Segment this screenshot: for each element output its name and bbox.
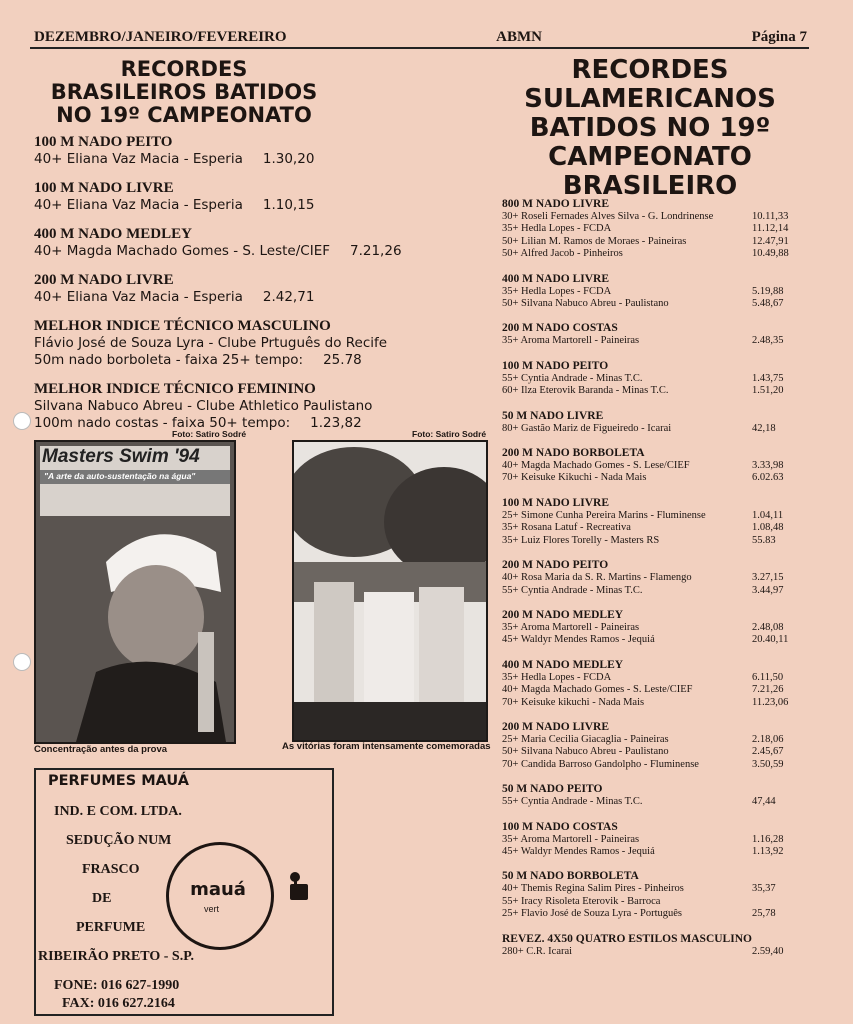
record-swimmer: 70+ Candida Barroso Gandolpho - Fluminense <box>502 758 699 770</box>
record-row <box>502 423 802 435</box>
record-swimmer: Silvana Nabuco Abreu - Clube Athletico Paulistano <box>34 398 373 414</box>
record-row <box>502 684 802 696</box>
record-time <box>752 896 802 908</box>
record-group <box>502 273 802 311</box>
record-row <box>502 535 802 547</box>
record-swimmer: 100m nado costas - faixa 50+ tempo: <box>34 415 291 431</box>
header-rule <box>30 47 809 49</box>
record-row <box>502 286 802 298</box>
record-line <box>34 398 474 415</box>
record-time: 7.21,26 <box>752 684 784 696</box>
record-row <box>502 759 802 771</box>
record-row <box>502 248 802 260</box>
record-row <box>502 946 802 958</box>
record-row <box>502 223 802 235</box>
record-swimmer: 30+ Roseli Fernades Alves Silva - G. Londrinense <box>502 211 714 222</box>
record-swimmer: 40+ Themis Regina Salim Pires - Pinheiros <box>502 883 684 895</box>
record-entry <box>34 134 474 168</box>
record-row <box>502 522 802 534</box>
record-line <box>34 352 474 369</box>
record-swimmer: 50+ Silvana Nabuco Abreu - Paulistano <box>502 298 669 310</box>
record-group <box>502 821 802 859</box>
ad-line: PERFUME <box>76 920 146 935</box>
record-group <box>502 360 802 398</box>
record-time: 2.59,40 <box>752 945 784 957</box>
record-entry <box>34 180 474 214</box>
magazine-slogan: "A arte da auto-sustentação na água" <box>44 471 196 481</box>
record-row <box>502 796 802 808</box>
record-event: 200 M NADO PEITO <box>502 559 609 572</box>
record-row <box>502 385 802 397</box>
celebration-photo <box>292 440 488 742</box>
record-entry <box>34 272 474 306</box>
magazine-title: Masters Swim '94 <box>42 446 200 467</box>
record-event: 200 M NADO LIVRE <box>34 272 174 288</box>
record-event: MELHOR INDICE TÉCNICO FEMININO <box>34 381 316 397</box>
record-event: 100 M NADO LIVRE <box>502 496 610 509</box>
record-swimmer: 60+ Ilza Eterovik Baranda - Minas T.C. <box>502 385 669 397</box>
record-entry <box>34 318 474 369</box>
maua-logo-subtext: vert <box>204 904 220 914</box>
title-line: RECORDES <box>571 55 729 85</box>
record-group <box>502 198 802 261</box>
record-swimmer: 55+ Cyntia Andrade - Minas T.C. <box>502 372 643 384</box>
record-line <box>34 197 474 214</box>
record-event: 200 M NADO BORBOLETA <box>502 447 645 460</box>
title-line: BATIDOS NO 19º <box>529 113 771 143</box>
record-time: 11.12,14 <box>752 223 789 235</box>
ad-line: DE <box>92 891 112 906</box>
record-event: 800 M NADO LIVRE <box>502 198 610 210</box>
record-swimmer: 40+ Eliana Vaz Macia - Esperia <box>34 289 243 305</box>
record-time: 2.48,35 <box>752 335 784 347</box>
record-swimmer: 40+ Magda Machado Gomes - S. Leste/CIEF <box>502 684 693 696</box>
title-line: BRASILEIRO <box>562 171 738 201</box>
record-time: 5.19,88 <box>752 285 784 297</box>
record-row <box>502 211 802 223</box>
record-swimmer: 280+ C.R. Icarai <box>502 945 573 957</box>
record-time: 1.43,75 <box>752 372 784 384</box>
record-group <box>502 659 802 709</box>
record-time: 10.11,33 <box>752 211 789 222</box>
record-swimmer: 70+ Keisuke Kikuchi - Nada Mais <box>502 472 647 484</box>
record-line <box>34 289 474 306</box>
record-swimmer: 50m nado borboleta - faixa 25+ tempo: <box>34 352 304 368</box>
record-swimmer: 55+ Iracy Risoleta Eterovik - Barroca <box>502 895 661 907</box>
header-page-number: Página 7 <box>751 28 807 45</box>
record-time: 2.42,71 <box>262 289 315 305</box>
record-event: 400 M NADO MEDLEY <box>502 658 624 671</box>
record-line <box>34 243 474 260</box>
celebration-image <box>294 442 486 740</box>
photo-caption: As vitórias foram intensamente comemoradas <box>282 741 491 752</box>
record-line <box>34 151 474 168</box>
record-time: 3.33,98 <box>752 460 784 472</box>
record-time: 47,44 <box>752 796 776 808</box>
record-swimmer: 35+ Hedla Lopes - FCDA <box>502 223 612 235</box>
record-swimmer: 50+ Silvana Nabuco Abreu - Paulistano <box>502 746 669 758</box>
record-swimmer: 25+ Flavio José de Souza Lyra - Português <box>502 908 683 920</box>
maua-logo-text: mauá <box>173 878 263 902</box>
record-swimmer: 40+ Magda Machado Gomes - S. Lese/CIEF <box>502 460 690 472</box>
record-time: 1.04,11 <box>752 509 784 521</box>
record-row <box>502 585 802 597</box>
record-row <box>502 834 802 846</box>
record-group <box>502 410 802 435</box>
record-event: 200 M NADO LIVRE <box>502 720 610 733</box>
record-swimmer: 40+ Rosa Maria da S. R. Martins - Flamengo <box>502 572 692 584</box>
record-row <box>502 734 802 746</box>
record-time: 2.18,06 <box>752 733 784 745</box>
record-swimmer: 25+ Maria Cecilia Giacaglia - Paineiras <box>502 733 669 745</box>
record-group <box>502 721 802 771</box>
record-swimmer: 35+ Rosana Latuf - Recreativa <box>502 522 631 534</box>
record-row <box>502 335 802 347</box>
record-event: 100 M NADO LIVRE <box>34 180 174 196</box>
record-time: 20.40,11 <box>752 634 789 646</box>
ad-company-name: PERFUMES MAUÁ <box>48 773 189 789</box>
record-time: 12.47,91 <box>752 235 789 247</box>
record-line <box>34 335 474 352</box>
record-group <box>502 609 802 647</box>
record-event: REVEZ. 4X50 QUATRO ESTILOS MASCULINO <box>502 932 752 945</box>
record-time: 1.30,20 <box>262 151 315 167</box>
south-american-records-title <box>500 56 800 201</box>
record-group <box>502 783 802 808</box>
record-row <box>502 572 802 584</box>
punch-hole <box>13 412 31 430</box>
record-row <box>502 908 802 920</box>
record-group <box>502 933 802 958</box>
record-group <box>502 497 802 547</box>
magazine-cover-photo <box>34 440 236 744</box>
record-event: 100 M NADO PEITO <box>502 359 609 372</box>
record-time: 1.16,28 <box>752 833 784 845</box>
record-swimmer: 35+ Aroma Martorell - Paineiras <box>502 335 640 347</box>
record-swimmer: 70+ Keisuke kikuchi - Nada Mais <box>502 696 645 708</box>
title-line: SULAMERICANOS <box>524 84 776 114</box>
record-time: 7.21,26 <box>350 243 402 259</box>
record-group <box>502 322 802 347</box>
ad-line: RIBEIRÃO PRETO - S.P. <box>38 949 194 964</box>
record-swimmer: 80+ Gastão Mariz de Figueiredo - Icarai <box>502 422 672 434</box>
record-event: MELHOR INDICE TÉCNICO MASCULINO <box>34 318 331 334</box>
record-time: 11.23,06 <box>752 696 789 708</box>
record-time: 5.48,67 <box>752 298 784 310</box>
record-event: 50 M NADO BORBOLETA <box>502 870 639 883</box>
record-swimmer: 50+ Lilian M. Ramos de Moraes - Paineiras <box>502 235 687 247</box>
record-time: 2.48,08 <box>752 621 784 633</box>
record-swimmer: 35+ Aroma Martorell - Paineiras <box>502 621 640 633</box>
record-event: 400 M NADO MEDLEY <box>34 226 192 242</box>
record-row <box>502 697 802 709</box>
record-row <box>502 472 802 484</box>
record-row <box>502 373 802 385</box>
record-swimmer: 35+ Luiz Flores Torelly - Masters RS <box>502 534 660 546</box>
record-event: 400 M NADO LIVRE <box>502 272 610 285</box>
record-swimmer: 55+ Cyntia Andrade - Minas T.C. <box>502 584 643 596</box>
ad-line: SEDUÇÃO NUM <box>66 833 172 848</box>
record-swimmer: Flávio José de Souza Lyra - Clube Prtuguês do Recife <box>34 335 388 351</box>
ad-line: FONE: 016 627-1990 <box>54 978 180 993</box>
title-line: RECORDES <box>120 57 248 81</box>
record-event: 200 M NADO MEDLEY <box>502 608 624 621</box>
record-entry <box>34 381 474 432</box>
ad-line: FAX: 016 627.2164 <box>62 996 175 1011</box>
record-time: 1.13,92 <box>752 845 784 857</box>
record-swimmer: 45+ Waldyr Mendes Ramos - Jequiá <box>502 845 655 857</box>
title-line: BRASILEIROS BATIDOS <box>50 80 318 104</box>
record-event: 100 M NADO PEITO <box>34 134 173 150</box>
record-group <box>502 559 802 597</box>
record-time: 25.78 <box>323 352 362 368</box>
title-line: CAMPEONATO <box>548 142 752 172</box>
record-event: 50 M NADO PEITO <box>502 783 603 796</box>
record-time: 3.50,59 <box>752 758 784 770</box>
punch-hole <box>13 653 31 671</box>
record-time: 1.08,48 <box>752 522 784 534</box>
record-event: 50 M NADO LIVRE <box>502 409 604 422</box>
record-swimmer: 35+ Hedla Lopes - FCDA <box>502 285 612 297</box>
brazilian-records-title <box>34 58 334 127</box>
page-header <box>34 26 807 48</box>
record-group <box>502 870 802 920</box>
record-group <box>502 447 802 485</box>
ad-line: IND. E COM. LTDA. <box>54 804 182 819</box>
record-row <box>502 672 802 684</box>
record-row <box>502 236 802 248</box>
record-swimmer: 45+ Waldyr Mendes Ramos - Jequiá <box>502 634 655 646</box>
record-event: 200 M NADO COSTAS <box>502 322 618 335</box>
south-american-records-list <box>502 198 802 970</box>
record-swimmer: 55+ Cyntia Andrade - Minas T.C. <box>502 796 643 808</box>
record-time: 10.49,88 <box>752 248 789 260</box>
ad-line: FRASCO <box>82 862 140 877</box>
record-time: 25,78 <box>752 908 776 920</box>
record-event: 100 M NADO COSTAS <box>502 820 618 833</box>
brazilian-records-list <box>34 134 474 444</box>
record-swimmer: 40+ Magda Machado Gomes - S. Leste/CIEF <box>34 243 330 259</box>
photo-credit: Foto: Satiro Sodré <box>172 429 247 439</box>
photo-caption: Concentração antes da prova <box>34 744 168 755</box>
record-line <box>34 415 474 432</box>
record-time: 1.10,15 <box>262 197 315 213</box>
record-time: 6.02.63 <box>752 472 784 484</box>
record-row <box>502 896 802 908</box>
title-line: NO 19º CAMPEONATO <box>56 103 312 127</box>
record-time: 2.45,67 <box>752 746 784 758</box>
record-time: 1.23,82 <box>310 415 362 431</box>
record-row <box>502 510 802 522</box>
record-swimmer: 40+ Eliana Vaz Macia - Esperia <box>34 151 243 167</box>
record-row <box>502 746 802 758</box>
record-swimmer: 35+ Aroma Martorell - Paineiras <box>502 833 640 845</box>
header-date: DEZEMBRO/JANEIRO/FEVEREIRO <box>34 28 287 45</box>
record-swimmer: 35+ Hedla Lopes - FCDA <box>502 671 612 683</box>
photo-credit: Foto: Satiro Sodré <box>412 429 487 439</box>
record-row <box>502 460 802 472</box>
record-swimmer: 40+ Eliana Vaz Macia - Esperia <box>34 197 243 213</box>
record-row <box>502 622 802 634</box>
record-entry <box>34 226 474 260</box>
record-time: 6.11,50 <box>752 671 784 683</box>
record-time: 42,18 <box>752 422 776 434</box>
record-time: 1.51,20 <box>752 385 784 397</box>
header-publication: ABMN <box>496 28 542 45</box>
record-time: 3.27,15 <box>752 572 784 584</box>
record-row <box>502 298 802 310</box>
record-time: 55.83 <box>752 534 776 546</box>
record-row <box>502 883 802 895</box>
record-swimmer: 25+ Simone Cunha Pereira Marins - Fluminense <box>502 509 706 521</box>
record-row <box>502 634 802 646</box>
record-swimmer: 50+ Alfred Jacob - Pinheiros <box>502 248 623 260</box>
record-time: 35,37 <box>752 883 776 895</box>
record-row <box>502 846 802 858</box>
record-time: 3.44,97 <box>752 584 784 596</box>
swimmer-image <box>36 442 234 742</box>
perfumes-maua-advertisement <box>34 768 334 1016</box>
perfume-bottle-icon <box>284 870 312 902</box>
